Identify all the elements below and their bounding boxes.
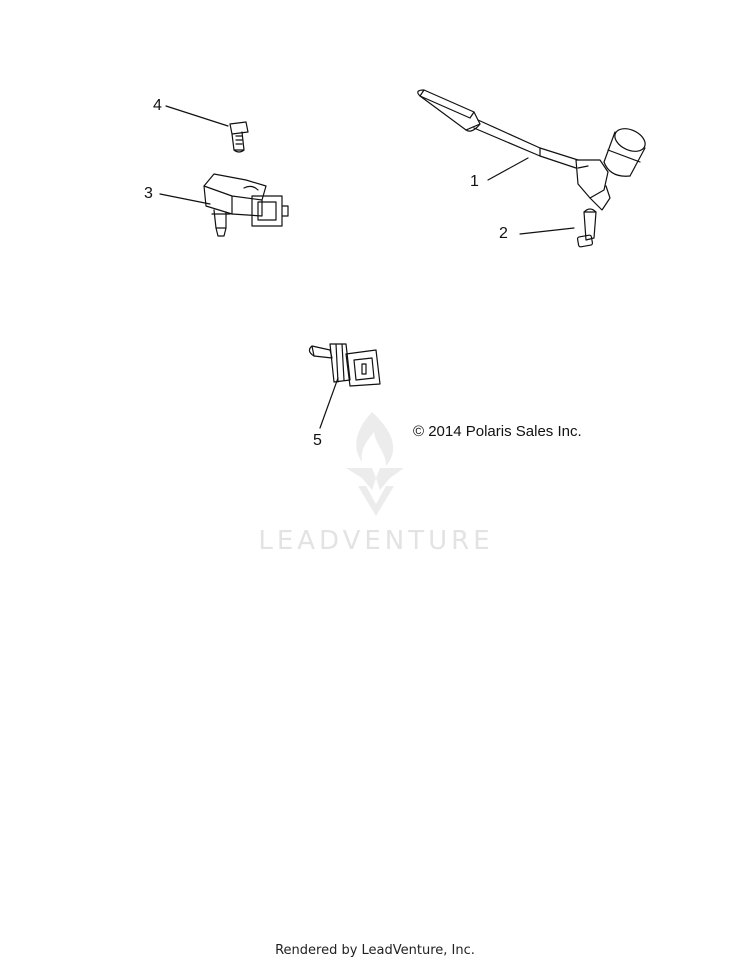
footer-credit: Rendered by LeadVenture, Inc. — [275, 943, 475, 958]
part-2-screw[interactable] — [577, 209, 596, 247]
callout-3: 3 — [144, 185, 153, 202]
callout-4: 4 — [153, 97, 162, 114]
leader-line-1 — [488, 158, 528, 180]
part-4-bolt[interactable] — [230, 122, 248, 152]
leader-line-2 — [520, 228, 574, 234]
part-1-crank-sensor[interactable] — [418, 90, 649, 210]
callout-1: 1 — [470, 173, 479, 190]
leader-line-5 — [320, 378, 338, 428]
callout-5: 5 — [313, 432, 322, 449]
callout-2: 2 — [499, 225, 508, 242]
leader-line-3 — [160, 194, 210, 204]
copyright-notice: © 2014 Polaris Sales Inc. — [413, 423, 582, 440]
part-5-temp-sensor[interactable] — [309, 344, 380, 386]
watermark-logo-icon — [346, 412, 404, 516]
part-3-map-sensor[interactable] — [204, 174, 288, 236]
leader-line-4 — [166, 106, 228, 126]
watermark-text: LEADVENTURE — [258, 526, 494, 556]
